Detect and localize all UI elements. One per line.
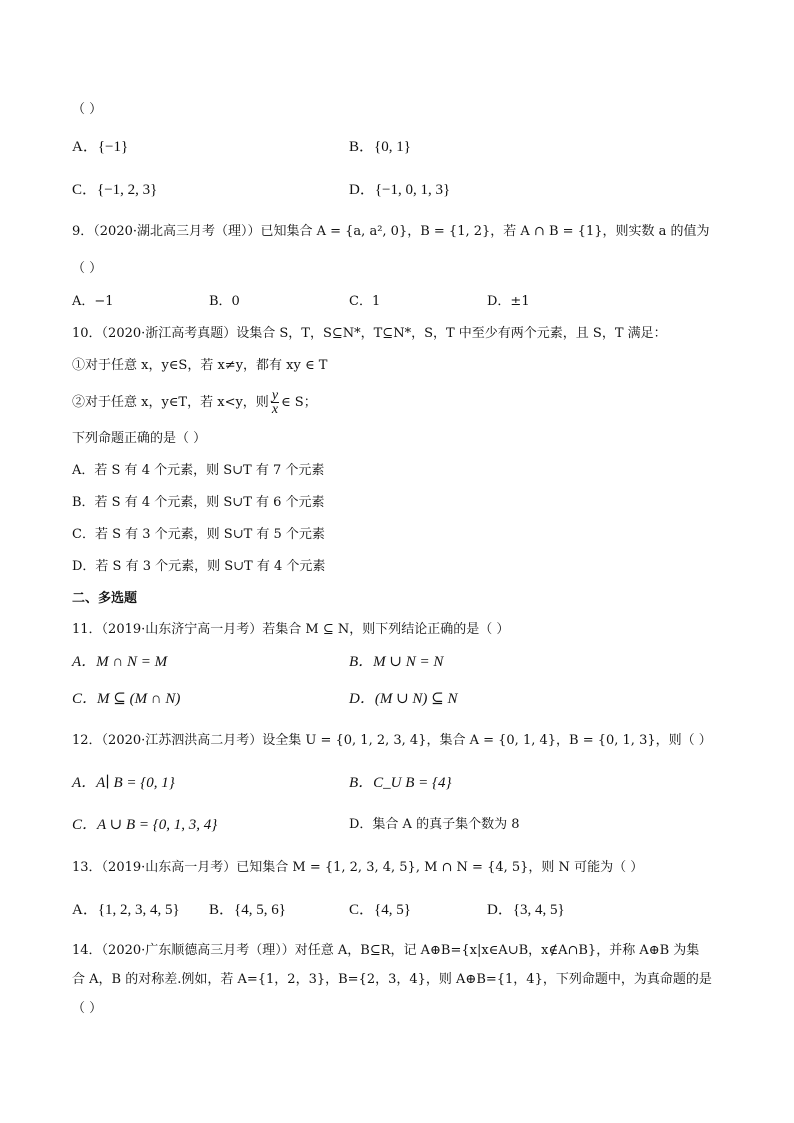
q9-option-b: B．0 (209, 294, 240, 309)
q11-option-c: C．M ⊆ (M ∩ N) (72, 691, 181, 707)
q8-option-a: A．{−1} (72, 139, 129, 155)
q9-option-d: D．±1 (487, 294, 530, 309)
q13-option-c: C．{4, 5} (349, 902, 411, 918)
q13-option-d: D．{3, 4, 5} (487, 902, 565, 918)
q10-condition-2 (72, 386, 317, 420)
q12-stem: 12．（2020·江苏泗洪高二月考）设全集 U = {0, 1, 2, 3, 4}，集合 A = {0, 1, 4}，B = {0, 1, 3}，则（ ） (72, 733, 712, 748)
q13-option-b: B．{4, 5, 6} (209, 902, 286, 918)
q12-option-c: C．A ∪ B = {0, 1, 3, 4} (72, 817, 218, 833)
q12-option-d: D．集合 A 的真子集个数为 8 (349, 817, 520, 832)
q10-question: 下列命题正确的是（ ） (72, 431, 207, 446)
q10-option-d: D．若 S 有 3 个元素，则 S∪T 有 4 个元素 (72, 559, 326, 574)
q12-option-b: B．C_U B = {4} (349, 775, 452, 791)
q13-option-a: A．{1, 2, 3, 4, 5} (72, 902, 180, 918)
q10-stem: 10．（2020·浙江高考真题）设集合 S，T，S⊆N*，T⊆N*，S，T 中至少有两个元素，且 S，T 满足： (72, 326, 667, 341)
q14-answer-paren: （ ） (72, 1001, 103, 1016)
q10-option-a: A．若 S 有 4 个元素，则 S∪T 有 7 个元素 (72, 463, 325, 478)
q10-condition-1: ①对于任意 x，y∈S，若 x≠y，都有 xy ∈ T (72, 358, 328, 373)
q8-option-b: B．{0, 1} (349, 139, 411, 155)
q10-condition-2-prefix: ②对于任意 x，y∈T，若 x<y，则 (72, 395, 269, 410)
q9-option-a: A．−1 (72, 294, 114, 309)
q10-fraction: $\frac{y}{x}$ (271, 388, 279, 417)
q11-stem: 11．（2019·山东济宁高一月考）若集合 M ⊆ N，则下列结论正确的是（ ） (72, 622, 510, 637)
q9-stem: 9．（2020·湖北高三月考（理））已知集合 A = {a, a², 0}，B = {1, 2}，若 A ∩ B = {1}，则实数 a 的值为 (72, 224, 710, 239)
q8-option-c: C．{−1, 2, 3} (72, 182, 158, 198)
q11-option-b: B．M ∪ N = N (349, 654, 444, 670)
q11-option-d: D．(M ∪ N) ⊆ N (349, 691, 458, 707)
q13-stem: 13．（2019·山东高一月考）已知集合 M = {1, 2, 3, 4, 5}, M ∩ N = {4, 5}，则 N 可能为（ ） (72, 860, 644, 875)
q11-option-a: A．M ∩ N = M (72, 654, 168, 670)
q10-option-c: C．若 S 有 3 个元素，则 S∪T 有 5 个元素 (72, 527, 325, 542)
q9-option-c: C．1 (349, 294, 381, 309)
q10-condition-2-suffix: ∈ S； (281, 395, 317, 410)
q8-answer-paren: （ ） (72, 102, 103, 117)
section-heading: 二、多选题 (72, 591, 138, 606)
q14-stem-line-1: 14．（2020·广东顺德高三月考（理））对任意 A，B⊆R，记 A⊕B={x|x∈A∪B，x∉A∩B}，并称 A⊕B 为集 (72, 943, 700, 958)
q9-answer-paren: （ ） (72, 261, 103, 276)
q8-option-d: D．{−1, 0, 1, 3} (349, 182, 451, 198)
q14-stem-line-2: 合 A，B 的对称差.例如，若 A={1，2，3}，B={2，3，4}，则 A⊕B={1，4}，下列命题中，为真命题的是 (72, 972, 712, 987)
q10-option-b: B．若 S 有 4 个元素，则 S∪T 有 6 个元素 (72, 495, 325, 510)
q12-option-a: A．A∣ B = {0, 1} (72, 775, 175, 791)
